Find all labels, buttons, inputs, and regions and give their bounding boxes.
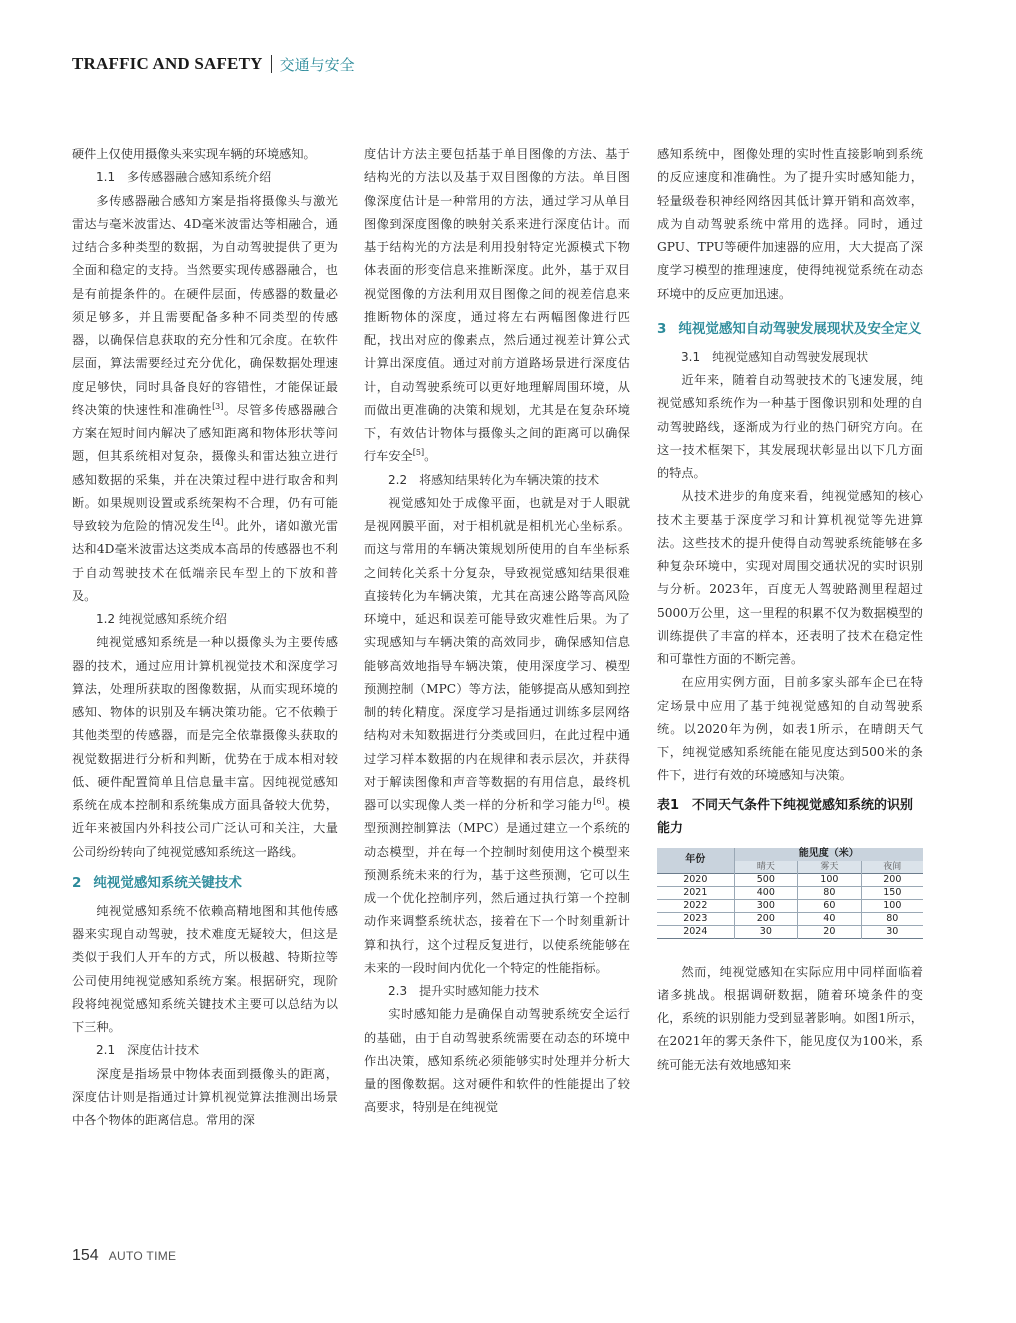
table-cell: 200	[861, 873, 923, 886]
visibility-table	[657, 848, 923, 939]
paragraph: 度估计方法主要包括基于单目图像的方法、基于结构光的方法以及基于双目图像的方法。单目图像深度估计是一种常用的方法，通过学习从单目图像到深度图像的映射关系来进行深度估计。而基于结构光的方法是利用投射特定光源模式下物体表面的形变信息来推断深度。此外，基于双目视觉图像的方法利用双目图像之间的视差信息来推断物体的深度，通过将左右两幅图像进行匹配，找出对应的像素点，然后通过视差计算公式计算出深度值。通过对前方道路场景进行深度估计，自动驾驶系统可以更好地理解周围环境，从而做出更准确的决策和规划，尤其是在复杂环境下，有效估计物体与摄像头之间的距离可以确保行车安全[5]。	[364, 147, 630, 464]
citation: [5]	[412, 448, 425, 458]
subsection-heading-2-2: 2.2 将感知结果转化为车辆决策的技术	[388, 472, 600, 487]
table-cell: 500	[734, 873, 798, 886]
table-cell: 2024	[683, 925, 708, 937]
table-cell: 100	[798, 873, 862, 886]
page-number: 154	[72, 1247, 99, 1264]
table-cell: 2023	[683, 912, 708, 924]
table-cell: 20	[798, 925, 862, 938]
table-cell: 30	[734, 925, 798, 938]
paragraph: 实时感知能力是确保自动驾驶系统安全运行的基础，由于自动驾驶系统需要在动态的环境中作出决策，感知系统必须能够实时处理并分析大量的图像数据。这对硬件和软件的性能提出了较高要求，特别是在纯视觉	[364, 1007, 630, 1115]
paragraph: 纯视觉感知系统不依赖高精地图和其他传感器来实现自动驾驶，技术难度无疑较大，但这是类似于我们人开车的方式，所以极越、特斯拉等公司使用纯视觉感知系统方案。根据研究，现阶段将纯视觉感知系统关键技术主要可以总结为以下三种。	[72, 903, 338, 1034]
column-2	[364, 143, 630, 1120]
subsection-heading-2-3: 2.3 提升实时感知能力技术	[388, 984, 540, 998]
table-cell: 30	[861, 925, 923, 938]
table-row	[657, 899, 923, 912]
table-cell: 80	[861, 912, 923, 925]
header-divider	[271, 55, 272, 73]
citation: [6]	[593, 796, 605, 806]
column-1	[72, 143, 338, 1132]
table-row	[657, 886, 923, 899]
citation: [4]	[212, 517, 224, 527]
subsection-heading-1-1: 1.1 多传感器融合感知系统介绍	[96, 170, 272, 185]
table-cell: 80	[798, 886, 862, 899]
table-row	[657, 912, 923, 925]
paragraph: 硬件上仅使用摄像头来实现车辆的环境感知。	[72, 147, 316, 161]
paragraph: 在应用实例方面，目前多家头部车企已在特定场景中应用了基于纯视觉感知的自动驾驶系统。以2020年为例，如表1所示，在晴朗天气下，纯视觉感知系统能在能见度达到500米的条件下，进行有效的环境感知与决策。	[657, 675, 923, 783]
table-subheader: 晴天	[734, 861, 798, 874]
table-cell: 2022	[683, 899, 708, 911]
table-cell: 150	[861, 886, 923, 899]
table-title: 表1 不同天气条件下纯视觉感知系统的识别能力	[657, 797, 914, 836]
column-3	[657, 143, 923, 1077]
table-row	[657, 873, 923, 886]
paragraph: 纯视觉感知系统是一种以摄像头为主要传感器的技术，通过应用计算机视觉技术和深度学习算法，处理所获取的图像数据，从而实现环境的感知、物体的识别及车辆决策功能。它不依赖于其他类型的传感器，而是完全依靠摄像头获取的视觉数据进行分析和判断，优势在于成本相对较低、硬件配置简单且信息量丰富。因纯视觉感知系统在成本控制和系统集成方面具备较大优势，近年来被国内外科技公司广泛认可和关注，大量公司纷纷转向了纯视觉感知系统这一路线。	[72, 635, 338, 859]
paragraph: 视觉感知处于成像平面，也就是对于人眼就是视网膜平面，对于相机就是相机光心坐标系。而这与常用的车辆决策规划所使用的自车坐标系之间转化关系十分复杂，导致视觉感知结果很难直接转化为车辆决策，尤其在高速公路等高风险环境中，延迟和误差可能导致灾难性后果。为了实现感知与车辆决策的高效同步，确保感知信息能够高效地指导车辆决策，使用深度学习、模型预测控制（MPC）等方法，能够提高从感知到控制的转化精度。深度学习是指通过训练多层网络结构对未知数据进行分类或回归，在此过程中通过学习样本数据的内在规律和表示层次，并获得对于解读图像和声音等数据的有用信息，最终机器可以实现像人类一样的分析和学习能力[6]。模型预测控制算法（MPC）是通过建立一个系统的动态模型，并在每一个控制时刻使用这个模型来预测系统未来的行为，基于这些预测，它可以生成一个优化控制序列，然后通过执行第一个控制动作来调整系统状态，接着在下一个时刻重新计算和执行，这个过程反复进行，以使系统能够在未来的一段时间内优化一个特定的性能指标。	[364, 495, 631, 975]
citation: [3]	[212, 401, 224, 411]
paragraph: 近年来，随着自动驾驶技术的飞速发展，纯视觉感知系统作为一种基于图像识别和处理的自动驾驶路线，逐渐成为行业的热门研究方向。在这一技术框架下，其发展现状彰显出以下几方面的特点。	[657, 373, 923, 480]
paragraph: 从技术进步的角度来看，纯视觉感知的核心技术主要基于深度学习和计算机视觉等先进算法。这些技术的提升使得自动驾驶系统能够在多种复杂环境中，实现对周围交通状况的实时识别与分析。2023年，百度无人驾驶路测里程超过5000万公里，这一里程的积累不仅为数据模型的训练提供了丰富的样本，还表明了技术在稳定性和可靠性方面的不断完善。	[657, 489, 923, 666]
table-subheader: 雾天	[798, 861, 862, 874]
table-cell: 300	[734, 899, 798, 912]
section-heading-2: 2 纯视觉感知系统关键技术	[72, 874, 242, 891]
subsection-heading-2-1: 2.1 深度估计技术	[96, 1043, 200, 1058]
paragraph: 感知系统中，图像处理的实时性直接影响到系统的反应速度和准确性。为了提升实时感知能力，轻量级卷积神经网络因其低计算开销和高效率，成为自动驾驶系统中常用的选择。同时，通过GPU、TPU等硬件加速器的应用，大大提高了深度学习模型的推理速度，使得纯视觉系统在动态环境中的反应更加迅速。	[657, 147, 923, 301]
subsection-heading-1-2: 1.2 纯视觉感知系统介绍	[96, 612, 227, 626]
header-title-en: TRAFFIC AND SAFETY	[72, 54, 263, 73]
section-heading-3: 3 纯视觉感知自动驾驶发展现状及安全定义	[657, 320, 922, 337]
table-header-visibility: 能见度（米）	[734, 848, 923, 861]
table-cell: 100	[861, 899, 923, 912]
table-cell: 60	[798, 899, 862, 912]
magazine-name: AUTO TIME	[108, 1249, 177, 1263]
paragraph: 然而，纯视觉感知在实际应用中同样面临着诸多挑战。根据调研数据，随着环境条件的变化，系统的识别能力受到显著影响。如图1所示，在2021年的雾天条件下，能见度仅为100米，系统可能无法有效地感知来	[657, 964, 923, 1072]
table-header-year: 年份	[657, 848, 734, 874]
table-subheader: 夜间	[861, 861, 923, 874]
running-header	[72, 52, 355, 76]
table-cell: 2021	[683, 886, 708, 898]
table-cell: 2020	[683, 873, 708, 885]
table-row	[657, 925, 923, 938]
table-cell: 40	[798, 912, 862, 925]
paragraph: 多传感器融合感知方案是指将摄像头与激光雷达与毫米波雷达、4D毫米波雷达等相融合，通过结合多种类型的数据，为自动驾驶提供了更为全面和稳定的支持。当然要实现传感器融合，也是有前提条件的。在硬件层面，传感器的数量必须足够多，并且需要配备多种不同类型的传感器，以确保信息获取的充分性和冗余度。在软件层面，算法需要经过充分优化，确保数据处理速度足够快，同时具备良好的容错性，才能保证最终决策的快速性和准确性[3]。尽管多传感器融合方案在短时间内解决了感知距离和物体形状等问题，但其系统相对复杂，摄像头和雷达独立进行感知数据的采集，并在决策过程中进行取舍和判断。如果规则设置或系统架构不合理，仍有可能导致较为危险的情况发生[4]。此外，诸如激光雷达和4D毫米波雷达这类成本高昂的传感器也不利于自动驾驶技术在低端亲民车型上的下放和普及。	[72, 193, 339, 603]
table-cell: 200	[734, 912, 798, 925]
table-cell: 400	[734, 886, 798, 899]
paragraph: 深度是指场景中物体表面到摄像头的距离，深度估计则是指通过计算机视觉算法推测出场景中各个物体的距离信息。常用的深	[72, 1066, 338, 1127]
header-title-zh: 交通与安全	[279, 55, 355, 74]
subsection-heading-3-1: 3.1 纯视觉感知自动驾驶发展现状	[681, 349, 869, 364]
page-footer	[72, 1247, 176, 1265]
